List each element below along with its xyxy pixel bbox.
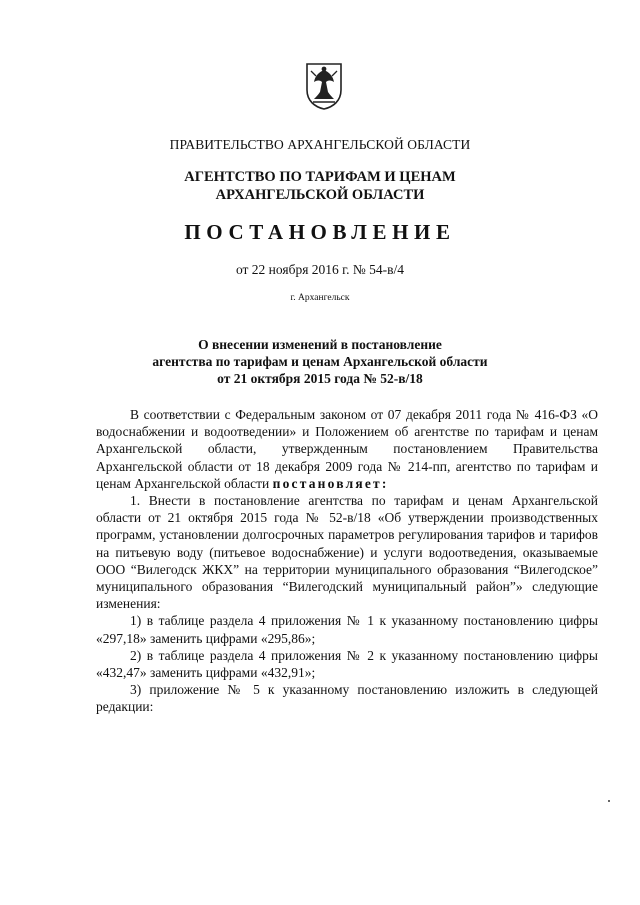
document-body bbox=[96, 406, 598, 716]
item-1: 1. Внести в постановление агентства по тарифам и ценам Архангельской области от 21 октября 2015 года № 52-в/18 «Об утверждении производственных программ, установлении долгосрочных параметров регулирования тарифов и тарифов на питьевую воду (питьевое водоснабжение) и услуги водоотведения, оказываемые ООО “Вилегодск ЖКХ” на территории муниципального образования “Вилегодское” муниципального образования “Вилегодский муниципальный район”» следующие изменения: bbox=[96, 493, 598, 612]
date-number: от 22 ноября 2016 г. № 54-в/4 bbox=[235, 262, 405, 277]
scan-speck bbox=[608, 800, 610, 802]
intro-text: В соответствии с Федеральным законом от 07 декабря 2011 года № 416-ФЗ «О водоснабжении и водоотведении» и Положением об агентстве по тарифам и ценам Архангельской области, утвержденным постановлением Правительства Архангельской области от 18 декабря 2009 года № 214-пп, агентство по тарифам и ценам Архангельской области bbox=[96, 407, 598, 491]
city: г. Архангельск bbox=[290, 293, 350, 303]
government-title: ПРАВИТЕЛЬСТВО АРХАНГЕЛЬСКОЙ ОБЛАСТИ bbox=[169, 137, 471, 152]
agency-title-line2: АРХАНГЕЛЬСКОЙ ОБЛАСТИ bbox=[215, 187, 425, 203]
document-subject bbox=[0, 336, 640, 387]
document-type: ПОСТАНОВЛЕНИЕ bbox=[184, 220, 456, 244]
agency-title bbox=[0, 168, 640, 204]
subject-line3: от 21 октября 2015 года № 52-в/18 bbox=[217, 371, 423, 386]
subject-line2: агентства по тарифам и ценам Архангельской области bbox=[152, 354, 488, 369]
subitem-3: 3) приложение № 5 к указанному постановлению изложить в следующей редакции: bbox=[96, 682, 598, 715]
coat-of-arms-icon bbox=[305, 62, 343, 110]
agency-title-line1: АГЕНТСТВО ПО ТАРИФАМ И ЦЕНАМ bbox=[184, 169, 456, 185]
subitem-2: 2) в таблице раздела 4 приложения № 2 к указанному постановлению цифры «432,47» заменить цифрами «432,91»; bbox=[96, 647, 598, 681]
subject-line1: О внесении изменений в постановление bbox=[198, 337, 442, 352]
intro-paragraph bbox=[96, 406, 598, 492]
subitem-1: 1) в таблице раздела 4 приложения № 1 к указанному постановлению цифры «297,18» заменить цифрами «295,86»; bbox=[96, 613, 598, 646]
resolves-word: постановляет: bbox=[272, 475, 389, 491]
